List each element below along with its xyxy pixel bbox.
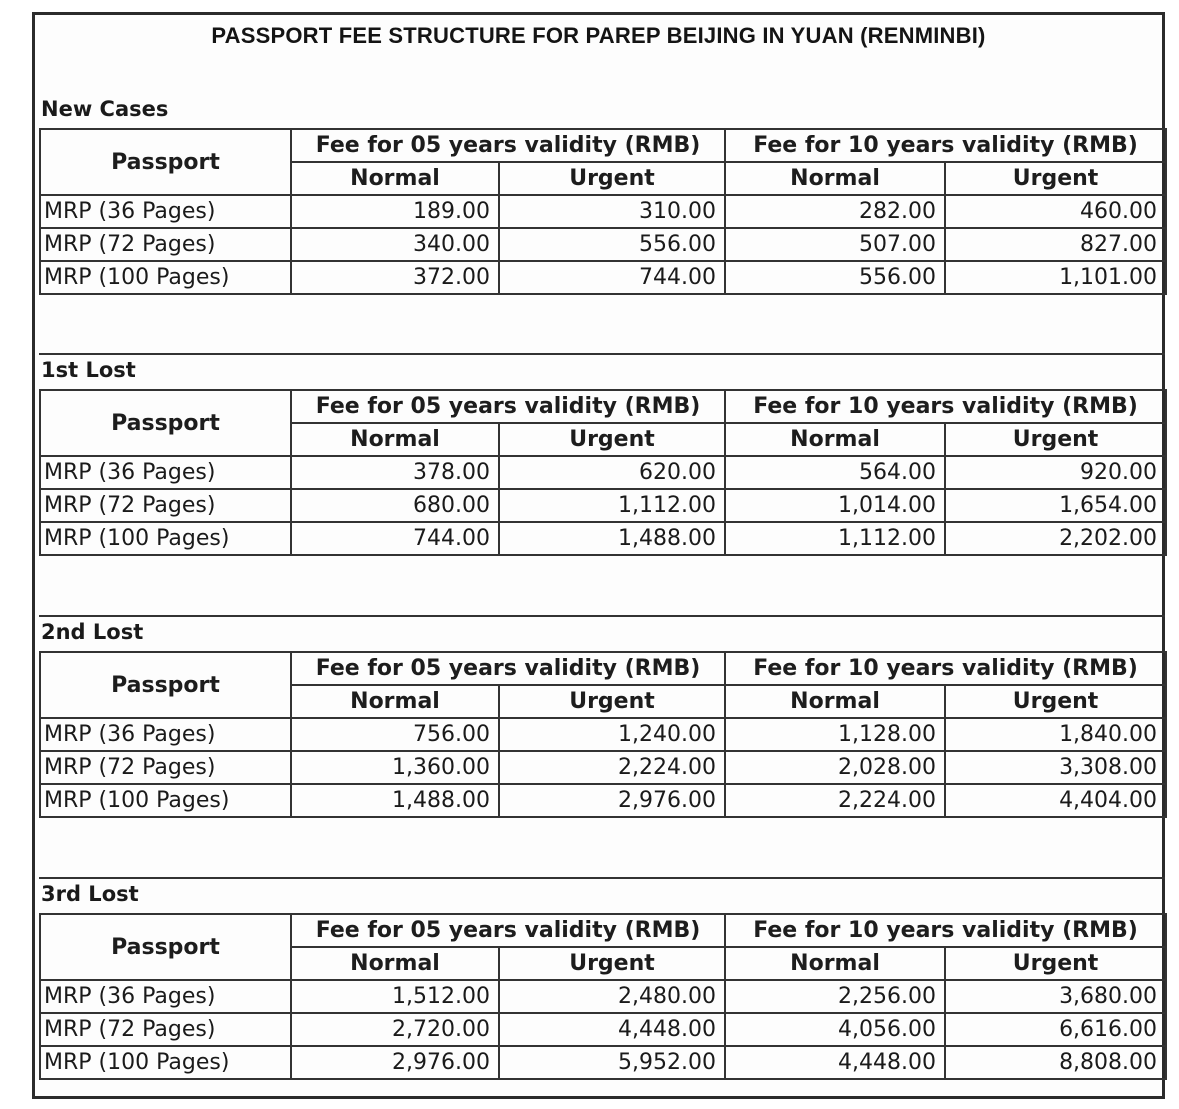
- passport-column-header: Passport: [40, 914, 291, 980]
- section-divider: [39, 353, 1165, 355]
- 10yr-normal-fee-cell: 1,112.00: [725, 522, 945, 555]
- passport-type-cell: MRP (72 Pages): [40, 751, 291, 784]
- passport-type-cell: MRP (72 Pages): [40, 1013, 291, 1046]
- passport-column-header: Passport: [40, 652, 291, 718]
- 10yr-normal-fee-cell: 4,056.00: [725, 1013, 945, 1046]
- 5yr-urgent-fee-cell: 556.00: [499, 228, 725, 261]
- 10yr-normal-header: Normal: [725, 685, 945, 718]
- 5yr-urgent-header: Urgent: [499, 947, 725, 980]
- passport-type-cell: MRP (100 Pages): [40, 1046, 291, 1079]
- 5yr-normal-fee-cell: 2,720.00: [291, 1013, 499, 1046]
- 5yr-urgent-header: Urgent: [499, 423, 725, 456]
- 10yr-normal-header: Normal: [725, 162, 945, 195]
- 5yr-normal-fee-cell: 744.00: [291, 522, 499, 555]
- fee-table: [39, 389, 1167, 556]
- 5yr-urgent-fee-cell: 5,952.00: [499, 1046, 725, 1079]
- table-row: [40, 1046, 1166, 1079]
- validity-5yr-header: Fee for 05 years validity (RMB): [291, 652, 725, 685]
- passport-type-cell: MRP (72 Pages): [40, 489, 291, 522]
- table-row: [40, 195, 1166, 228]
- passport-type-cell: MRP (36 Pages): [40, 980, 291, 1013]
- section-label: 1st Lost: [41, 358, 136, 382]
- validity-5yr-header: Fee for 05 years validity (RMB): [291, 390, 725, 423]
- table-row: [40, 261, 1166, 294]
- passport-type-cell: MRP (36 Pages): [40, 718, 291, 751]
- 10yr-normal-fee-cell: 2,224.00: [725, 784, 945, 817]
- 5yr-normal-header: Normal: [291, 685, 499, 718]
- 5yr-normal-header: Normal: [291, 162, 499, 195]
- 5yr-normal-fee-cell: 756.00: [291, 718, 499, 751]
- table-row: [40, 228, 1166, 261]
- passport-type-cell: MRP (36 Pages): [40, 195, 291, 228]
- fee-table: [39, 651, 1167, 818]
- document-title: PASSPORT FEE STRUCTURE FOR PAREP BEIJING IN YUAN (RENMINBI): [211, 23, 986, 48]
- 5yr-normal-fee-cell: 1,360.00: [291, 751, 499, 784]
- 5yr-normal-fee-cell: 1,488.00: [291, 784, 499, 817]
- passport-type-cell: MRP (100 Pages): [40, 261, 291, 294]
- 10yr-normal-fee-cell: 564.00: [725, 456, 945, 489]
- passport-type-cell: MRP (36 Pages): [40, 456, 291, 489]
- 10yr-urgent-fee-cell: 460.00: [945, 195, 1166, 228]
- 5yr-normal-fee-cell: 1,512.00: [291, 980, 499, 1013]
- passport-column-header: Passport: [40, 390, 291, 456]
- 5yr-normal-fee-cell: 378.00: [291, 456, 499, 489]
- validity-5yr-header: Fee for 05 years validity (RMB): [291, 129, 725, 162]
- 5yr-urgent-header: Urgent: [499, 162, 725, 195]
- 10yr-normal-fee-cell: 2,028.00: [725, 751, 945, 784]
- 5yr-urgent-fee-cell: 4,448.00: [499, 1013, 725, 1046]
- 5yr-normal-fee-cell: 680.00: [291, 489, 499, 522]
- 5yr-normal-fee-cell: 189.00: [291, 195, 499, 228]
- passport-type-cell: MRP (100 Pages): [40, 522, 291, 555]
- table-row: [40, 784, 1166, 817]
- 5yr-urgent-fee-cell: 2,976.00: [499, 784, 725, 817]
- 5yr-urgent-fee-cell: 744.00: [499, 261, 725, 294]
- header-row-validity: [40, 914, 1166, 947]
- validity-5yr-header: Fee for 05 years validity (RMB): [291, 914, 725, 947]
- 5yr-normal-fee-cell: 2,976.00: [291, 1046, 499, 1079]
- 10yr-urgent-fee-cell: 1,840.00: [945, 718, 1166, 751]
- section-label: 3rd Lost: [41, 882, 139, 906]
- validity-10yr-header: Fee for 10 years validity (RMB): [725, 129, 1166, 162]
- 10yr-normal-fee-cell: 556.00: [725, 261, 945, 294]
- section-divider: [39, 877, 1165, 879]
- table-row: [40, 751, 1166, 784]
- 10yr-normal-fee-cell: 507.00: [725, 228, 945, 261]
- 10yr-urgent-fee-cell: 3,308.00: [945, 751, 1166, 784]
- 10yr-urgent-fee-cell: 3,680.00: [945, 980, 1166, 1013]
- 5yr-urgent-fee-cell: 1,488.00: [499, 522, 725, 555]
- 5yr-urgent-header: Urgent: [499, 685, 725, 718]
- passport-type-cell: MRP (100 Pages): [40, 784, 291, 817]
- fee-table: [39, 128, 1167, 295]
- 10yr-normal-fee-cell: 1,128.00: [725, 718, 945, 751]
- 10yr-urgent-header: Urgent: [945, 685, 1166, 718]
- 5yr-normal-fee-cell: 372.00: [291, 261, 499, 294]
- fee-table: [39, 913, 1167, 1080]
- 10yr-urgent-fee-cell: 827.00: [945, 228, 1166, 261]
- table-row: [40, 456, 1166, 489]
- 5yr-urgent-fee-cell: 2,224.00: [499, 751, 725, 784]
- 10yr-urgent-header: Urgent: [945, 423, 1166, 456]
- 10yr-normal-fee-cell: 282.00: [725, 195, 945, 228]
- 10yr-urgent-fee-cell: 8,808.00: [945, 1046, 1166, 1079]
- 5yr-urgent-fee-cell: 310.00: [499, 195, 725, 228]
- table-row: [40, 489, 1166, 522]
- section-label: 2nd Lost: [41, 620, 144, 644]
- 10yr-urgent-fee-cell: 920.00: [945, 456, 1166, 489]
- header-row-validity: [40, 129, 1166, 162]
- 5yr-normal-header: Normal: [291, 947, 499, 980]
- 10yr-normal-fee-cell: 4,448.00: [725, 1046, 945, 1079]
- 10yr-normal-header: Normal: [725, 423, 945, 456]
- header-row-validity: [40, 652, 1166, 685]
- section-divider: [39, 615, 1165, 617]
- validity-10yr-header: Fee for 10 years validity (RMB): [725, 652, 1166, 685]
- table-row: [40, 1013, 1166, 1046]
- 10yr-normal-header: Normal: [725, 947, 945, 980]
- 5yr-normal-fee-cell: 340.00: [291, 228, 499, 261]
- 5yr-urgent-fee-cell: 620.00: [499, 456, 725, 489]
- 10yr-urgent-header: Urgent: [945, 947, 1166, 980]
- 5yr-urgent-fee-cell: 1,112.00: [499, 489, 725, 522]
- passport-column-header: Passport: [40, 129, 291, 195]
- 5yr-urgent-fee-cell: 2,480.00: [499, 980, 725, 1013]
- table-row: [40, 980, 1166, 1013]
- 10yr-normal-fee-cell: 2,256.00: [725, 980, 945, 1013]
- section-label: New Cases: [41, 97, 169, 121]
- 10yr-urgent-fee-cell: 1,101.00: [945, 261, 1166, 294]
- passport-type-cell: MRP (72 Pages): [40, 228, 291, 261]
- 10yr-urgent-fee-cell: 1,654.00: [945, 489, 1166, 522]
- table-row: [40, 522, 1166, 555]
- header-row-validity: [40, 390, 1166, 423]
- 10yr-urgent-header: Urgent: [945, 162, 1166, 195]
- 10yr-urgent-fee-cell: 6,616.00: [945, 1013, 1166, 1046]
- fee-document: [32, 12, 1165, 1099]
- 10yr-urgent-fee-cell: 2,202.00: [945, 522, 1166, 555]
- table-row: [40, 718, 1166, 751]
- 10yr-urgent-fee-cell: 4,404.00: [945, 784, 1166, 817]
- 5yr-urgent-fee-cell: 1,240.00: [499, 718, 725, 751]
- 5yr-normal-header: Normal: [291, 423, 499, 456]
- 10yr-normal-fee-cell: 1,014.00: [725, 489, 945, 522]
- validity-10yr-header: Fee for 10 years validity (RMB): [725, 914, 1166, 947]
- validity-10yr-header: Fee for 10 years validity (RMB): [725, 390, 1166, 423]
